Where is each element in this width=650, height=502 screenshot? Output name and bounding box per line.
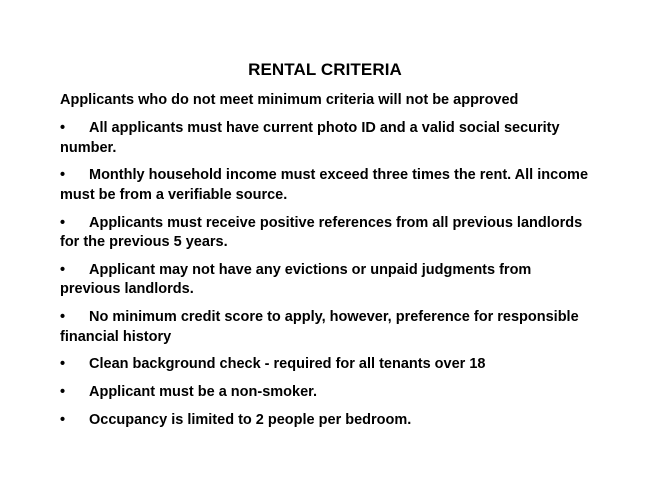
criteria-text: All applicants must have current photo ID and a valid social security number. — [60, 120, 560, 156]
intro-text: Applicants who do not meet minimum criteria will not be approved — [60, 92, 519, 108]
bullet-icon: • — [60, 309, 66, 326]
criteria-item — [60, 383, 590, 403]
criteria-item — [60, 261, 590, 300]
criteria-text: No minimum credit score to apply, however, preference for responsible financial history — [60, 309, 579, 345]
bullet-icon: • — [60, 412, 66, 429]
document-title: RENTAL CRITERIA — [248, 60, 402, 79]
bullet-icon: • — [60, 384, 66, 401]
criteria-text: Applicants must receive positive references from all previous landlords for the previous 5 years. — [60, 214, 583, 251]
criteria-item — [60, 355, 590, 375]
bullet-icon: • — [60, 120, 66, 136]
bullet-icon: • — [60, 261, 66, 278]
bullet-icon: • — [60, 214, 66, 231]
criteria-item — [60, 166, 590, 205]
criteria-item — [60, 411, 590, 431]
bullet-icon: • — [60, 356, 66, 373]
criteria-item — [60, 214, 590, 253]
criteria-item — [60, 308, 590, 347]
criteria-text: Clean background check - required for all tenants over 18 — [89, 356, 486, 373]
criteria-list — [60, 119, 590, 439]
bullet-icon: • — [60, 167, 66, 184]
criteria-item — [60, 119, 590, 158]
criteria-text: Monthly household income must exceed three times the rent. All income must be from a verifiable source. — [60, 167, 589, 203]
criteria-text: Applicant may not have any evictions or unpaid judgments from previous landlords. — [60, 261, 532, 298]
criteria-text: Applicant must be a non-smoker. — [89, 384, 318, 401]
criteria-text: Occupancy is limited to 2 people per bedroom. — [89, 412, 412, 429]
